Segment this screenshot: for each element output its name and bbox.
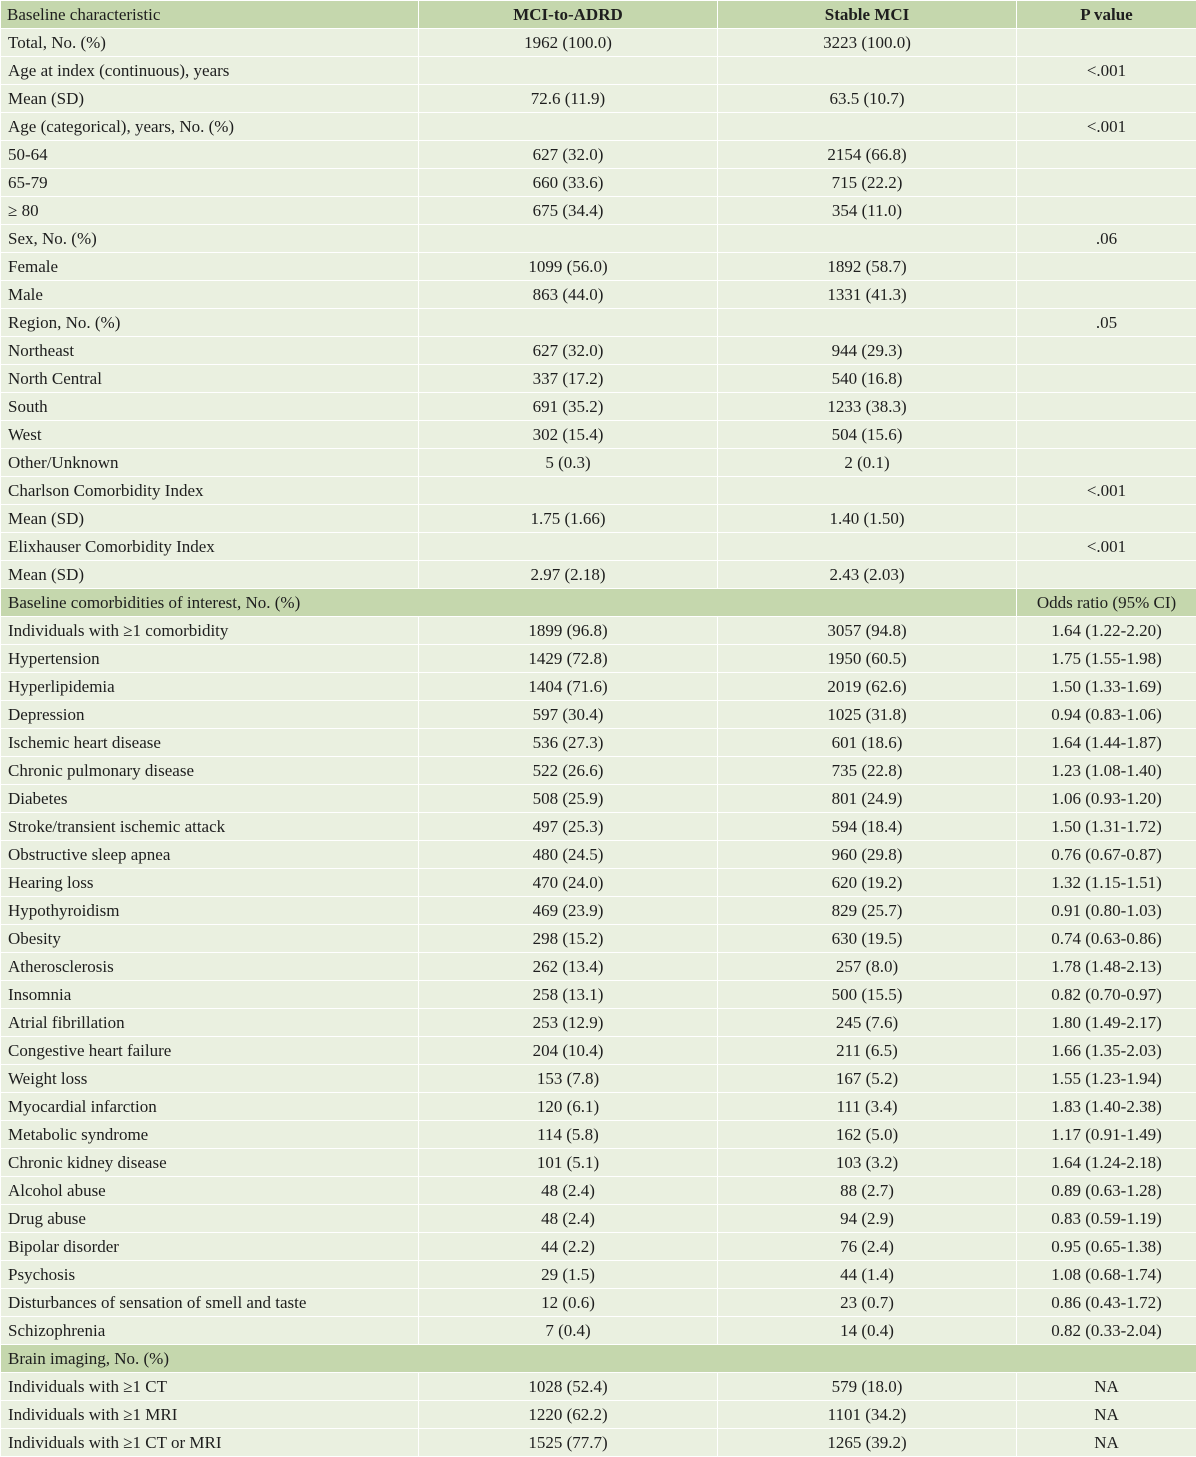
row-label: Sex, No. (%) [1,225,419,253]
row-label: Atherosclerosis [1,953,419,981]
table-row [1,701,1196,729]
row-label: Charlson Comorbidity Index [1,477,419,505]
statistic-value: 1.50 (1.31-1.72) [1017,813,1196,841]
table-row [1,813,1196,841]
statistic-value [1017,449,1196,477]
table-row [1,253,1196,281]
stable-mci-value [718,309,1017,337]
mci-to-adrd-value: 204 (10.4) [419,1037,718,1065]
stable-mci-value: 504 (15.6) [718,421,1017,449]
table-row [1,1149,1196,1177]
stable-mci-value: 1233 (38.3) [718,393,1017,421]
stable-mci-value: 94 (2.9) [718,1205,1017,1233]
stable-mci-value: 594 (18.4) [718,813,1017,841]
stable-mci-value: 23 (0.7) [718,1289,1017,1317]
table-header-row [1,1,1196,29]
row-label: Age (categorical), years, No. (%) [1,113,419,141]
row-label: Ischemic heart disease [1,729,419,757]
table-row [1,1065,1196,1093]
statistic-value: 0.76 (0.67-0.87) [1017,841,1196,869]
row-label: Obesity [1,925,419,953]
mci-to-adrd-value: 480 (24.5) [419,841,718,869]
row-label: Hearing loss [1,869,419,897]
statistic-value: 0.74 (0.63-0.86) [1017,925,1196,953]
stable-mci-value: 354 (11.0) [718,197,1017,225]
stable-mci-value: 162 (5.0) [718,1121,1017,1149]
statistic-value: NA [1017,1429,1196,1457]
statistic-value: 0.89 (0.63-1.28) [1017,1177,1196,1205]
statistic-value [1017,253,1196,281]
mci-to-adrd-value [419,477,718,505]
table-row [1,617,1196,645]
mci-to-adrd-value: 660 (33.6) [419,169,718,197]
stable-mci-value: 1101 (34.2) [718,1401,1017,1429]
statistic-value [1017,337,1196,365]
table-row [1,197,1196,225]
stable-mci-value: 1265 (39.2) [718,1429,1017,1457]
row-label: Total, No. (%) [1,29,419,57]
table-row [1,1205,1196,1233]
statistic-value [1017,85,1196,113]
statistic-value [1017,169,1196,197]
stable-mci-value: 2154 (66.8) [718,141,1017,169]
table-row [1,1037,1196,1065]
table-row [1,729,1196,757]
mci-to-adrd-value: 29 (1.5) [419,1261,718,1289]
stable-mci-value: 257 (8.0) [718,953,1017,981]
mci-to-adrd-value: 298 (15.2) [419,925,718,953]
stable-mci-value: 103 (3.2) [718,1149,1017,1177]
statistic-value: .05 [1017,309,1196,337]
row-label: South [1,393,419,421]
table-row [1,29,1196,57]
table-row [1,309,1196,337]
mci-to-adrd-value: 5 (0.3) [419,449,718,477]
statistic-value: 1.23 (1.08-1.40) [1017,757,1196,785]
table-row [1,1429,1196,1457]
mci-to-adrd-value: 2.97 (2.18) [419,561,718,589]
table-row [1,1233,1196,1261]
table-row [1,113,1196,141]
row-label: Northeast [1,337,419,365]
statistic-value: 1.50 (1.33-1.69) [1017,673,1196,701]
statistic-value [1017,197,1196,225]
row-label: 50-64 [1,141,419,169]
statistic-value [1017,561,1196,589]
stable-mci-value: 245 (7.6) [718,1009,1017,1037]
row-label: Mean (SD) [1,561,419,589]
mci-to-adrd-value: 536 (27.3) [419,729,718,757]
odds-ratio-header: Odds ratio (95% CI) [1017,589,1196,617]
table-row [1,449,1196,477]
mci-to-adrd-value: 114 (5.8) [419,1121,718,1149]
mci-to-adrd-value [419,225,718,253]
stable-mci-value: 63.5 (10.7) [718,85,1017,113]
mci-to-adrd-value: 1429 (72.8) [419,645,718,673]
mci-to-adrd-value: 1962 (100.0) [419,29,718,57]
imaging-section-label: Brain imaging, No. (%) [1,1345,1196,1373]
row-label: Drug abuse [1,1205,419,1233]
statistic-value: 1.83 (1.40-2.38) [1017,1093,1196,1121]
row-label: Individuals with ≥1 CT or MRI [1,1429,419,1457]
row-label: Myocardial infarction [1,1093,419,1121]
table-row [1,869,1196,897]
stable-mci-value: 500 (15.5) [718,981,1017,1009]
statistic-value: 0.91 (0.80-1.03) [1017,897,1196,925]
statistic-value: <.001 [1017,57,1196,85]
stable-mci-value [718,225,1017,253]
comorbidities-section [1,589,1196,617]
mci-to-adrd-value: 522 (26.6) [419,757,718,785]
table-row [1,561,1196,589]
stable-mci-value: 960 (29.8) [718,841,1017,869]
mci-to-adrd-value: 1899 (96.8) [419,617,718,645]
row-label: Hypertension [1,645,419,673]
baseline-rows [1,29,1196,589]
row-label: Individuals with ≥1 CT [1,1373,419,1401]
row-label: Other/Unknown [1,449,419,477]
row-label: 65-79 [1,169,419,197]
stable-mci-value: 2.43 (2.03) [718,561,1017,589]
table-row [1,1177,1196,1205]
table-row [1,225,1196,253]
comorbidity-rows [1,617,1196,1345]
table-row [1,785,1196,813]
statistic-value [1017,505,1196,533]
mci-to-adrd-value: 470 (24.0) [419,869,718,897]
stable-mci-value [718,533,1017,561]
table-row [1,393,1196,421]
imaging-section [1,1345,1196,1373]
row-label: Alcohol abuse [1,1177,419,1205]
mci-to-adrd-value [419,113,718,141]
row-label: Depression [1,701,419,729]
row-label: Individuals with ≥1 MRI [1,1401,419,1429]
stable-mci-value: 1892 (58.7) [718,253,1017,281]
table-row [1,897,1196,925]
row-label: Insomnia [1,981,419,1009]
statistic-value: 1.08 (0.68-1.74) [1017,1261,1196,1289]
table-row [1,757,1196,785]
row-label: Schizophrenia [1,1317,419,1345]
row-label: Psychosis [1,1261,419,1289]
row-label: Mean (SD) [1,505,419,533]
mci-to-adrd-value: 120 (6.1) [419,1093,718,1121]
stable-mci-value: 630 (19.5) [718,925,1017,953]
stable-mci-value: 211 (6.5) [718,1037,1017,1065]
statistic-value: 1.64 (1.22-2.20) [1017,617,1196,645]
statistic-value: 0.82 (0.33-2.04) [1017,1317,1196,1345]
table-row [1,841,1196,869]
statistic-value: 0.94 (0.83-1.06) [1017,701,1196,729]
mci-to-adrd-value: 101 (5.1) [419,1149,718,1177]
statistic-value: 1.06 (0.93-1.20) [1017,785,1196,813]
table-row [1,1121,1196,1149]
statistic-value: 1.80 (1.49-2.17) [1017,1009,1196,1037]
table-row [1,1317,1196,1345]
mci-to-adrd-value: 44 (2.2) [419,1233,718,1261]
header-baseline-characteristic: Baseline characteristic [1,1,419,29]
stable-mci-value [718,57,1017,85]
stable-mci-value: 3057 (94.8) [718,617,1017,645]
stable-mci-value: 601 (18.6) [718,729,1017,757]
mci-to-adrd-value: 153 (7.8) [419,1065,718,1093]
mci-to-adrd-value: 627 (32.0) [419,337,718,365]
mci-to-adrd-value: 675 (34.4) [419,197,718,225]
mci-to-adrd-value: 262 (13.4) [419,953,718,981]
table-row [1,1373,1196,1401]
stable-mci-value: 944 (29.3) [718,337,1017,365]
row-label: ≥ 80 [1,197,419,225]
comorbidities-section-header [1,589,1196,617]
statistic-value: 1.17 (0.91-1.49) [1017,1121,1196,1149]
table-row [1,1093,1196,1121]
row-label: Chronic pulmonary disease [1,757,419,785]
row-label: North Central [1,365,419,393]
table-row [1,141,1196,169]
stable-mci-value: 76 (2.4) [718,1233,1017,1261]
mci-to-adrd-value: 1404 (71.6) [419,673,718,701]
mci-to-adrd-value: 48 (2.4) [419,1205,718,1233]
statistic-value [1017,29,1196,57]
header-stable-mci: Stable MCI [718,1,1017,29]
stable-mci-value [718,113,1017,141]
mci-to-adrd-value: 1099 (56.0) [419,253,718,281]
table-row [1,981,1196,1009]
row-label: Hyperlipidemia [1,673,419,701]
imaging-section-header [1,1345,1196,1373]
mci-to-adrd-value [419,309,718,337]
row-label: Individuals with ≥1 comorbidity [1,617,419,645]
stable-mci-value: 715 (22.2) [718,169,1017,197]
row-label: Mean (SD) [1,85,419,113]
row-label: Elixhauser Comorbidity Index [1,533,419,561]
stable-mci-value: 540 (16.8) [718,365,1017,393]
stable-mci-value: 3223 (100.0) [718,29,1017,57]
table-row [1,281,1196,309]
stable-mci-value: 579 (18.0) [718,1373,1017,1401]
table-row [1,1009,1196,1037]
row-label: Female [1,253,419,281]
table-row [1,673,1196,701]
imaging-rows [1,1373,1196,1457]
stable-mci-value: 167 (5.2) [718,1065,1017,1093]
statistic-value: 1.64 (1.44-1.87) [1017,729,1196,757]
mci-to-adrd-value: 497 (25.3) [419,813,718,841]
table-row [1,85,1196,113]
mci-to-adrd-value: 863 (44.0) [419,281,718,309]
row-label: Bipolar disorder [1,1233,419,1261]
mci-to-adrd-value: 691 (35.2) [419,393,718,421]
mci-to-adrd-value: 627 (32.0) [419,141,718,169]
mci-to-adrd-value: 253 (12.9) [419,1009,718,1037]
table-row [1,925,1196,953]
stable-mci-value [718,477,1017,505]
statistic-value [1017,141,1196,169]
statistic-value: 0.95 (0.65-1.38) [1017,1233,1196,1261]
statistic-value: 0.83 (0.59-1.19) [1017,1205,1196,1233]
row-label: West [1,421,419,449]
header-p-value: P value [1017,1,1196,29]
statistic-value: 1.55 (1.23-1.94) [1017,1065,1196,1093]
statistic-value: 1.66 (1.35-2.03) [1017,1037,1196,1065]
stable-mci-value: 44 (1.4) [718,1261,1017,1289]
table-row [1,365,1196,393]
table-row [1,533,1196,561]
mci-to-adrd-value: 337 (17.2) [419,365,718,393]
mci-to-adrd-value: 508 (25.9) [419,785,718,813]
stable-mci-value: 801 (24.9) [718,785,1017,813]
mci-to-adrd-value: 1028 (52.4) [419,1373,718,1401]
table-row [1,1261,1196,1289]
statistic-value: 0.82 (0.70-0.97) [1017,981,1196,1009]
mci-to-adrd-value: 1525 (77.7) [419,1429,718,1457]
mci-to-adrd-value: 12 (0.6) [419,1289,718,1317]
table-row [1,169,1196,197]
row-label: Male [1,281,419,309]
stable-mci-value: 88 (2.7) [718,1177,1017,1205]
statistic-value [1017,421,1196,449]
stable-mci-value: 2 (0.1) [718,449,1017,477]
statistic-value: 1.75 (1.55-1.98) [1017,645,1196,673]
row-label: Chronic kidney disease [1,1149,419,1177]
stable-mci-value: 111 (3.4) [718,1093,1017,1121]
statistic-value [1017,365,1196,393]
statistic-value: NA [1017,1401,1196,1429]
statistic-value: <.001 [1017,113,1196,141]
row-label: Metabolic syndrome [1,1121,419,1149]
mci-to-adrd-value: 597 (30.4) [419,701,718,729]
mci-to-adrd-value: 72.6 (11.9) [419,85,718,113]
row-label: Age at index (continuous), years [1,57,419,85]
table-row [1,57,1196,85]
mci-to-adrd-value: 1220 (62.2) [419,1401,718,1429]
table-row [1,645,1196,673]
statistic-value [1017,281,1196,309]
row-label: Stroke/transient ischemic attack [1,813,419,841]
mci-to-adrd-value: 48 (2.4) [419,1177,718,1205]
row-label: Region, No. (%) [1,309,419,337]
table-row [1,421,1196,449]
row-label: Obstructive sleep apnea [1,841,419,869]
mci-to-adrd-value: 7 (0.4) [419,1317,718,1345]
statistic-value: NA [1017,1373,1196,1401]
stable-mci-value: 1331 (41.3) [718,281,1017,309]
stable-mci-value: 735 (22.8) [718,757,1017,785]
stable-mci-value: 14 (0.4) [718,1317,1017,1345]
stable-mci-value: 829 (25.7) [718,897,1017,925]
table-row [1,477,1196,505]
mci-to-adrd-value: 302 (15.4) [419,421,718,449]
row-label: Atrial fibrillation [1,1009,419,1037]
table-row [1,1401,1196,1429]
stable-mci-value: 1950 (60.5) [718,645,1017,673]
row-label: Weight loss [1,1065,419,1093]
statistic-value: <.001 [1017,533,1196,561]
row-label: Hypothyroidism [1,897,419,925]
stable-mci-value: 1025 (31.8) [718,701,1017,729]
table-row [1,337,1196,365]
table-row [1,505,1196,533]
table-row [1,1289,1196,1317]
comorbidities-section-label: Baseline comorbidities of interest, No. (%) [1,589,1017,617]
header-mci-to-adrd: MCI-to-ADRD [419,1,718,29]
mci-to-adrd-value: 469 (23.9) [419,897,718,925]
stable-mci-value: 1.40 (1.50) [718,505,1017,533]
row-label: Disturbances of sensation of smell and taste [1,1289,419,1317]
row-label: Congestive heart failure [1,1037,419,1065]
mci-to-adrd-value [419,533,718,561]
statistic-value: .06 [1017,225,1196,253]
stable-mci-value: 620 (19.2) [718,869,1017,897]
stable-mci-value: 2019 (62.6) [718,673,1017,701]
mci-to-adrd-value: 258 (13.1) [419,981,718,1009]
statistic-value [1017,393,1196,421]
statistic-value: 1.78 (1.48-2.13) [1017,953,1196,981]
table-row [1,953,1196,981]
mci-to-adrd-value: 1.75 (1.66) [419,505,718,533]
statistic-value: 1.32 (1.15-1.51) [1017,869,1196,897]
mci-to-adrd-value [419,57,718,85]
statistic-value: <.001 [1017,477,1196,505]
statistic-value: 1.64 (1.24-2.18) [1017,1149,1196,1177]
statistic-value: 0.86 (0.43-1.72) [1017,1289,1196,1317]
row-label: Diabetes [1,785,419,813]
